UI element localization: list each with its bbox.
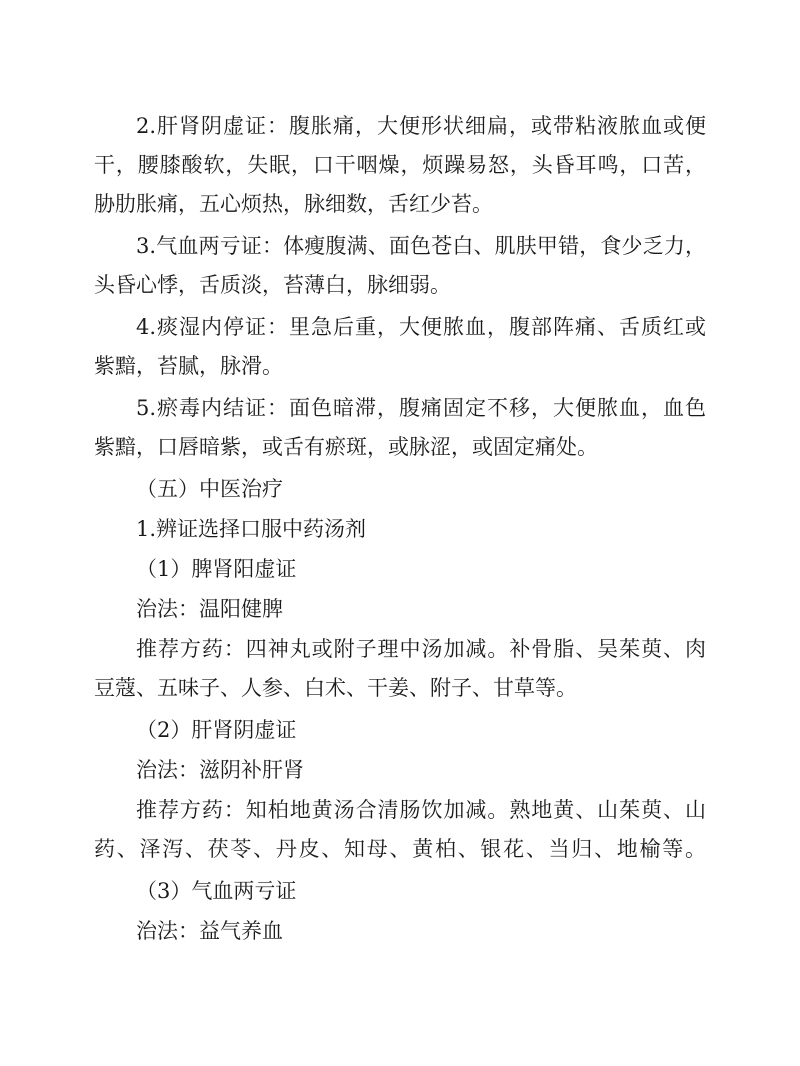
section-heading: （五）中医治疗: [136, 477, 283, 501]
subsection-heading: 1.辨证选择口服中药汤剂: [136, 517, 367, 541]
paragraph-line: 紫黯，口唇暗紫，或舌有瘀斑，或脉涩，或固定痛处。: [94, 435, 598, 459]
subsection-heading: （3）气血两亏证: [136, 879, 297, 903]
subsection-heading: （2）肝肾阴虚证: [136, 718, 297, 742]
subsection-heading: （1）脾肾阳虚证: [136, 557, 297, 581]
paragraph-line: 胁肋胀痛，五心烦热，脉细数，舌红少苔。: [94, 192, 493, 216]
paragraph-line: 推荐方药：知柏地黄汤合清肠饮加减。熟地黄、山茱萸、山: [136, 798, 706, 822]
paragraph-line: 药、泽泻、茯苓、丹皮、知母、黄柏、银花、当归、地榆等。: [94, 837, 706, 861]
paragraph-line: 豆蔻、五味子、人参、白术、干姜、附子、甘草等。: [94, 676, 577, 700]
paragraph-line: 治法：温阳健脾: [136, 597, 283, 621]
paragraph-line: 治法：滋阴补肝肾: [136, 758, 304, 782]
paragraph-line: 2.肝肾阴虚证：腹胀痛，大便形状细扁，或带粘液脓血或便: [136, 114, 706, 138]
paragraph-line: 紫黯，苔腻，脉滑。: [94, 354, 283, 378]
paragraph-line: 推荐方药：四神丸或附子理中汤加减。补骨脂、吴茱萸、肉: [136, 637, 706, 661]
paragraph-line: 干，腰膝酸软，失眠，口干咽燥，烦躁易怒，头昏耳鸣，口苦，: [94, 153, 706, 177]
paragraph-line: 4.痰湿内停证：里急后重，大便脓血，腹部阵痛、舌质红或: [136, 315, 706, 339]
paragraph-line: 5.瘀毒内结证：面色暗滞，腹痛固定不移，大便脓血，血色: [136, 396, 706, 420]
paragraph-line: 治法：益气养血: [136, 919, 283, 943]
paragraph-line: 3.气血两亏证：体瘦腹满、面色苍白、肌肤甲错，食少乏力，: [136, 234, 706, 258]
paragraph-line: 头昏心悸，舌质淡，苔薄白，脉细弱。: [94, 273, 451, 297]
